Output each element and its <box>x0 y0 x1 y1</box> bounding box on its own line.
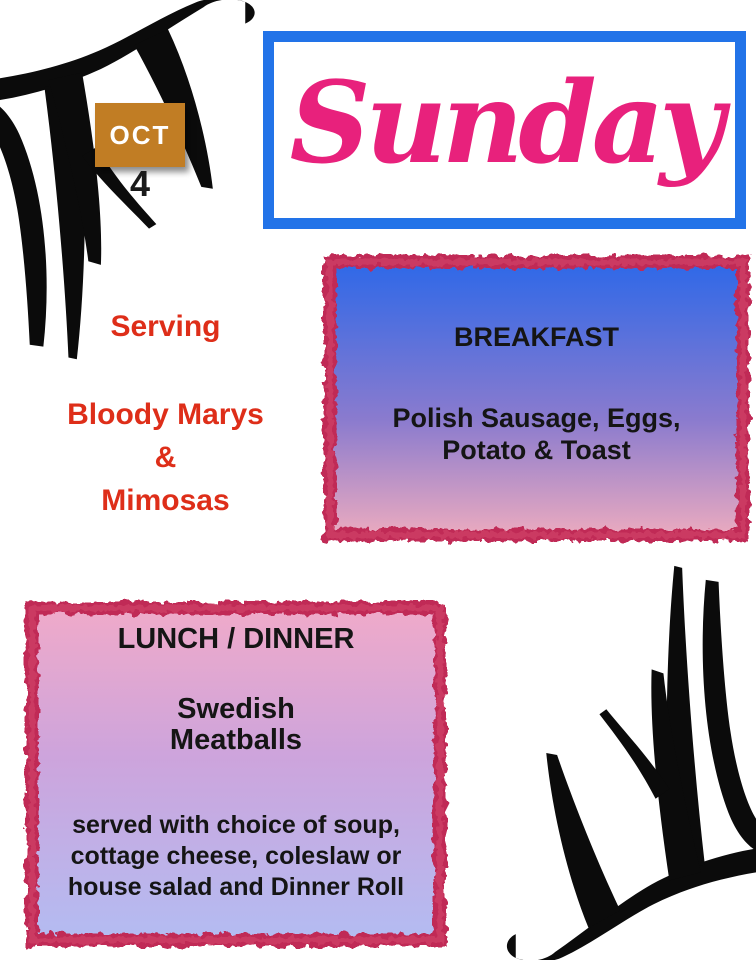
drinks-ampersand: & <box>154 441 177 474</box>
lunch-entree-line: Meatballs <box>169 724 303 756</box>
calendar-day: 4 <box>129 163 151 204</box>
lunch-description-line: house salad and Dinner Roll <box>67 873 405 901</box>
antler-bottom-right-icon <box>500 552 756 960</box>
breakfast-card <box>320 252 753 545</box>
lunch-dinner-card <box>22 598 450 950</box>
day-banner <box>263 31 746 229</box>
lunch-entree-line: Swedish <box>177 693 295 725</box>
drinks-item-bloody-marys: Bloody Marys <box>67 398 264 431</box>
drinks-serving-label: Serving <box>110 310 221 343</box>
lunch-description-line: served with choice of soup, <box>72 811 400 839</box>
calendar-badge <box>95 103 185 167</box>
calendar-month: OCT <box>109 119 171 150</box>
breakfast-menu-line: Potato & Toast <box>442 435 631 465</box>
breakfast-menu-line: Polish Sausage, Eggs, <box>392 403 681 433</box>
drinks-note <box>28 310 303 522</box>
lunch-description-line: cottage cheese, coleslaw or <box>70 842 402 870</box>
drinks-item-mimosas: Mimosas <box>101 484 230 517</box>
day-title: Sunday <box>289 58 720 189</box>
breakfast-title: BREAKFAST <box>453 322 619 352</box>
lunch-dinner-title: LUNCH / DINNER <box>117 623 355 655</box>
